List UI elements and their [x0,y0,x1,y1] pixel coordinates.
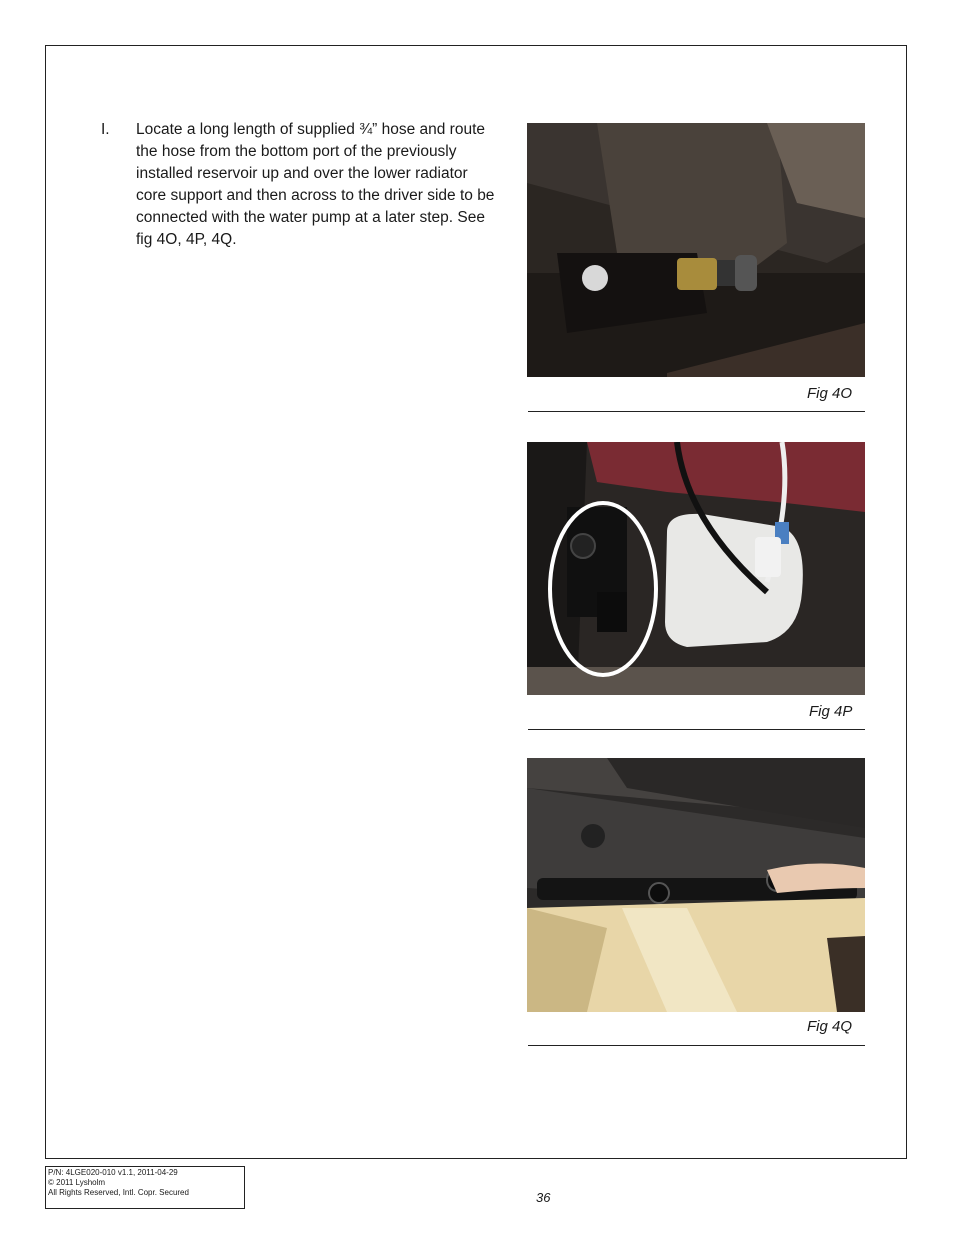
copyright: © 2011 Lysholm [48,1178,106,1187]
page-number: 36 [536,1190,551,1205]
figure-4q-caption: Fig 4Q [807,1018,853,1035]
figure-4p-caption: Fig 4P [809,703,853,720]
footer-info-box [45,1166,245,1209]
figure-4p-photo [527,442,865,695]
figure-4p-rule [528,729,865,730]
figure-4o-rule [528,411,865,412]
step-text: Locate a long length of supplied ¾” hose and route the hose from the bottom port of the previously installed reservoir up and over the lower radiator core support and then across to the driver side to be connected with the water pump at a later step. See fig 4O, 4P, 4Q. [136,121,495,248]
step-letter: I. [101,121,110,138]
figure-4q-photo [527,758,865,1012]
figure-4q-rule [528,1045,865,1046]
rights-notice: All Rights Reserved, Intl. Copr. Secured [48,1188,189,1197]
part-number: P/N: 4LGE020-010 v1.1, 2011-04-29 [48,1168,178,1177]
figure-4o-caption: Fig 4O [807,385,853,402]
figure-4o-photo [527,123,865,377]
